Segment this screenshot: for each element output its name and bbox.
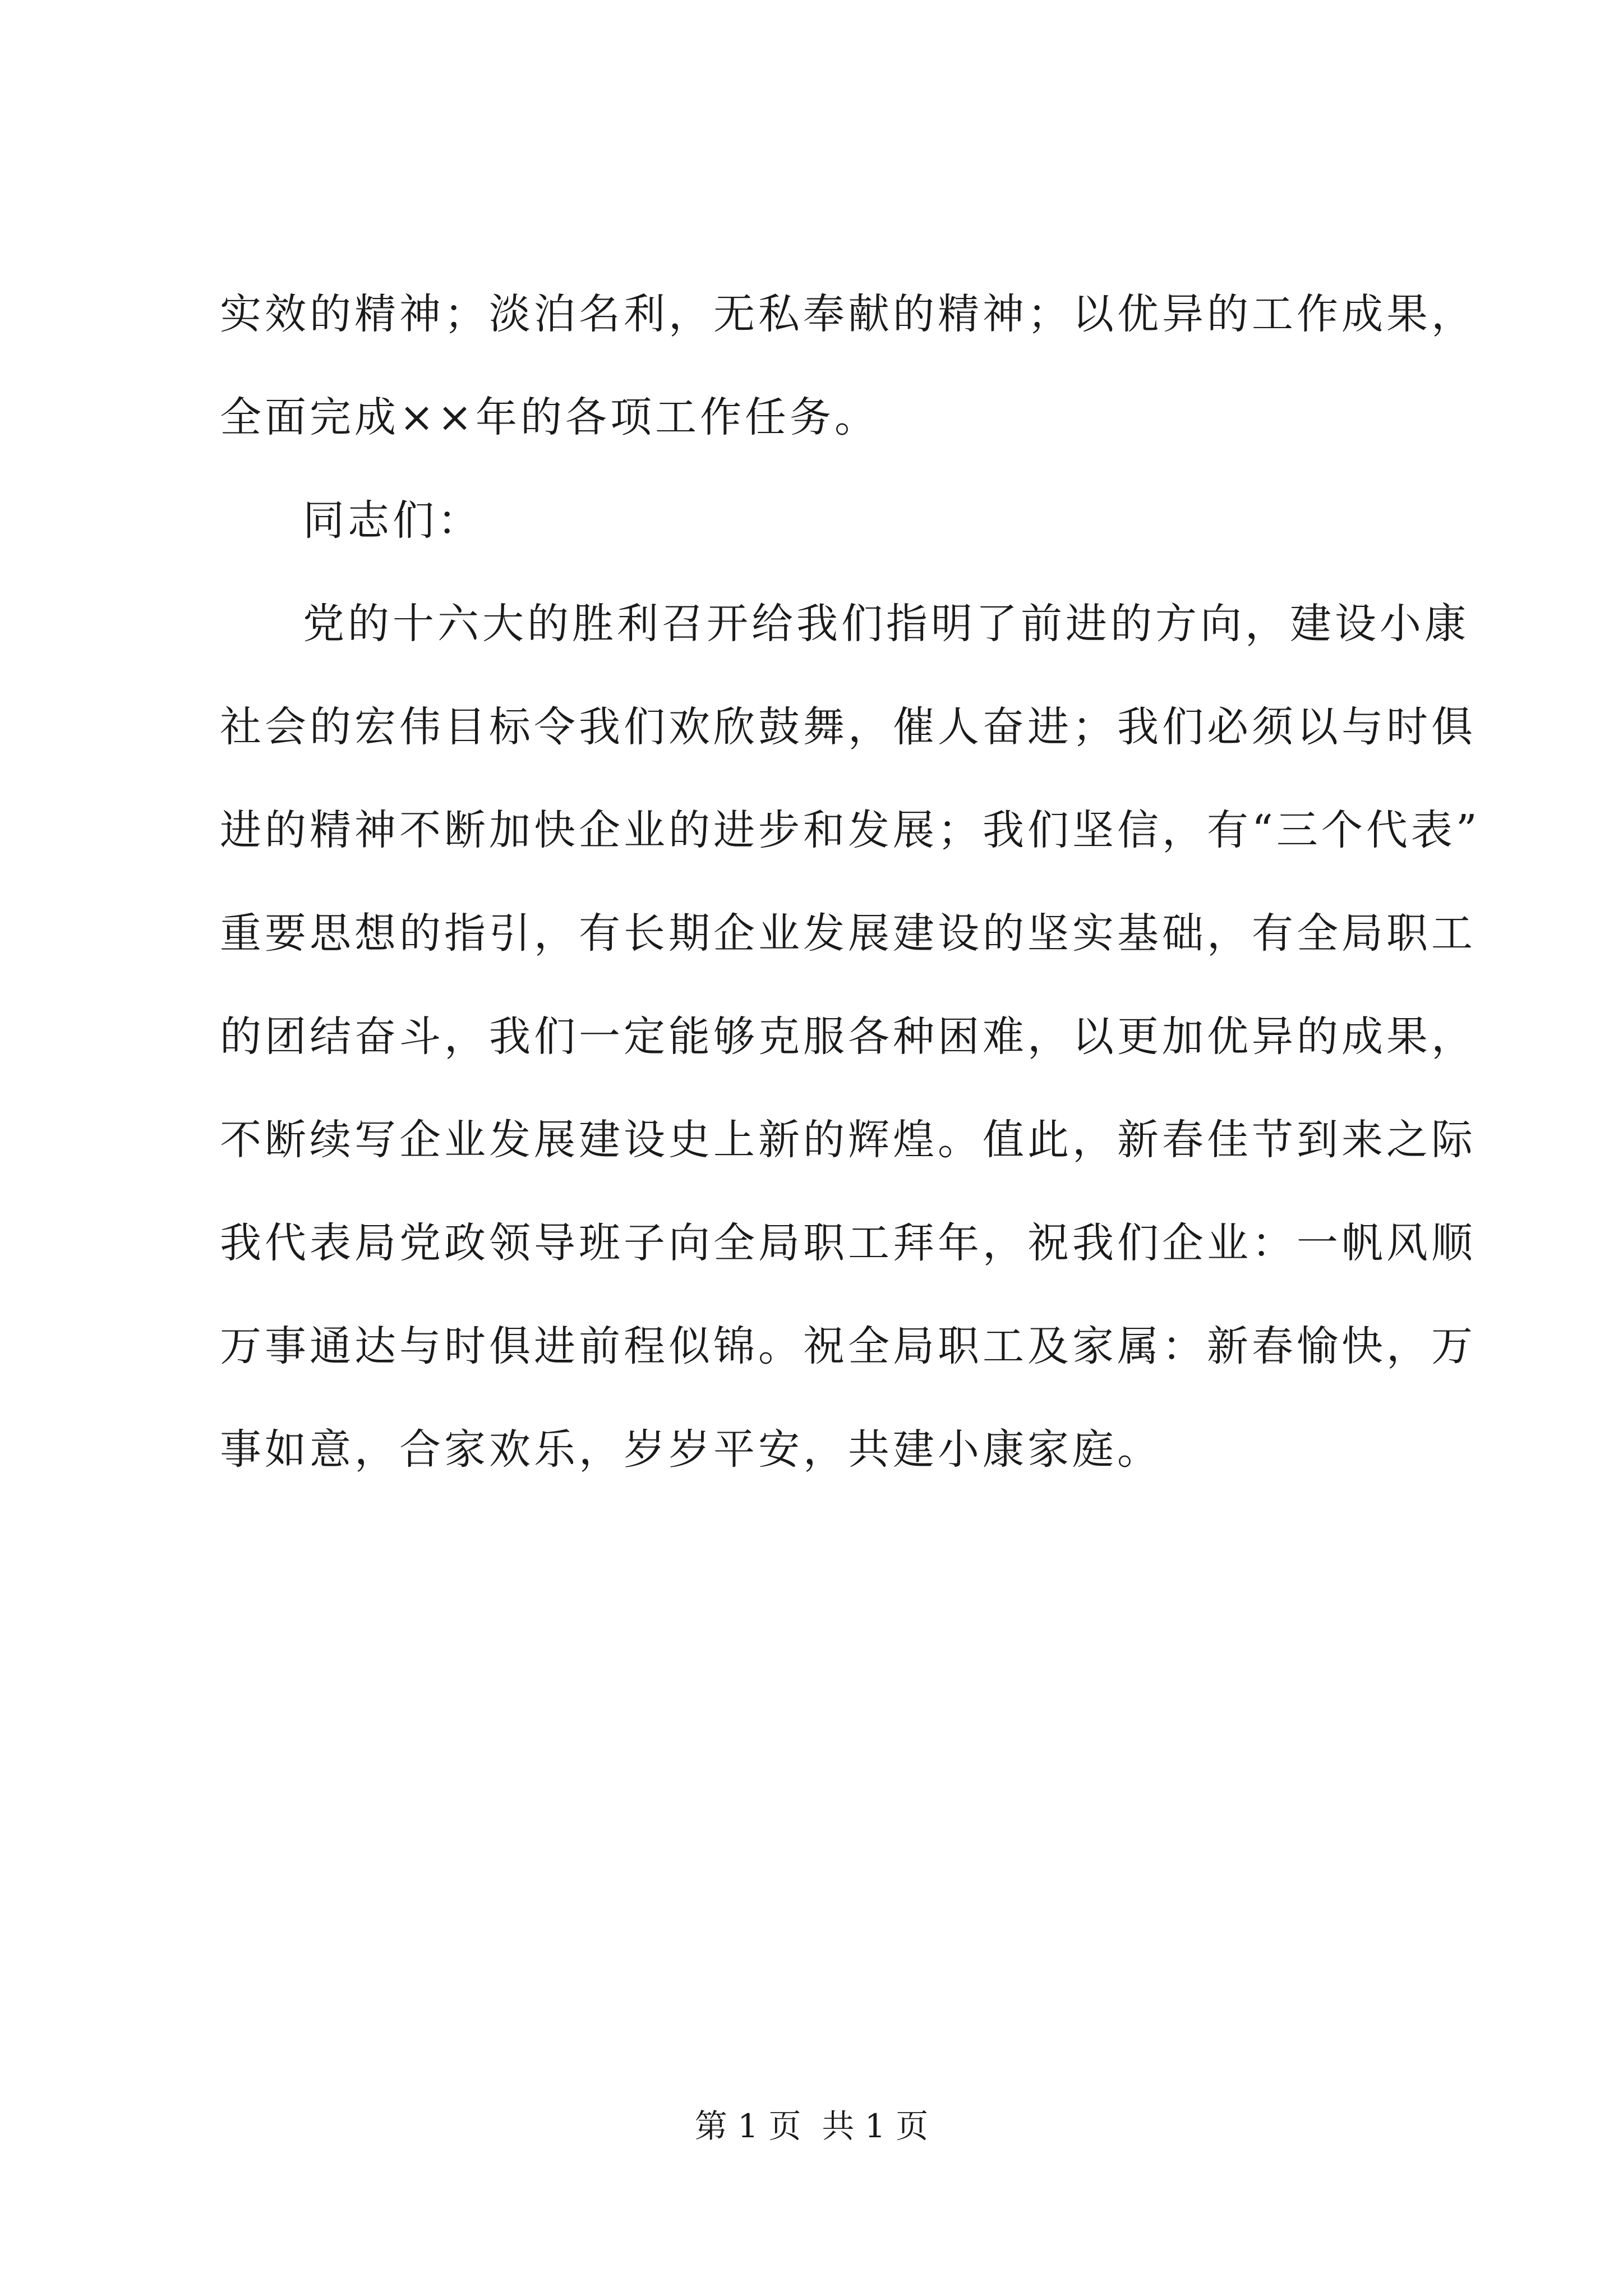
body-line: 我代表局党政领导班子向全局职工拜年，祝我们企业：一帆风顺: [220, 1219, 1476, 1267]
body-line: 万事通达与时俱进前程似锦。祝全局职工及家属：新春愉快，万: [220, 1322, 1476, 1370]
body-line: 重要思想的指引，有长期企业发展建设的坚实基础，有全局职工: [220, 909, 1476, 958]
body-line: 实效的精神；淡泊名利，无私奉献的精神；以优异的工作成果，: [220, 290, 1476, 338]
body-line: 事如意，合家欢乐，岁岁平安，共建小康家庭。: [220, 1425, 1162, 1474]
body-line: 进的精神不断加快企业的进步和发展；我们坚信，有“三个代表”: [220, 806, 1481, 854]
body-line: 社会的宏伟目标令我们欢欣鼓舞，催人奋进；我们必须以与时俱: [220, 703, 1476, 751]
body-line: 全面完成××年的各项工作任务。: [220, 393, 880, 441]
body-line: 的团结奋斗，我们一定能够克服各种困难，以更加优异的成果，: [220, 1013, 1476, 1061]
body-line: 不断续写企业发展建设史上新的辉煌。值此，新春佳节到来之际: [220, 1116, 1476, 1164]
salutation: 同志们：: [303, 496, 482, 545]
document-body: [220, 263, 1481, 1501]
page-number-footer: 第 1 页 共 1 页: [694, 2107, 929, 2145]
paragraph-start-line: 党的十六大的胜利召开给我们指明了前进的方向，建设小康: [303, 600, 1469, 648]
